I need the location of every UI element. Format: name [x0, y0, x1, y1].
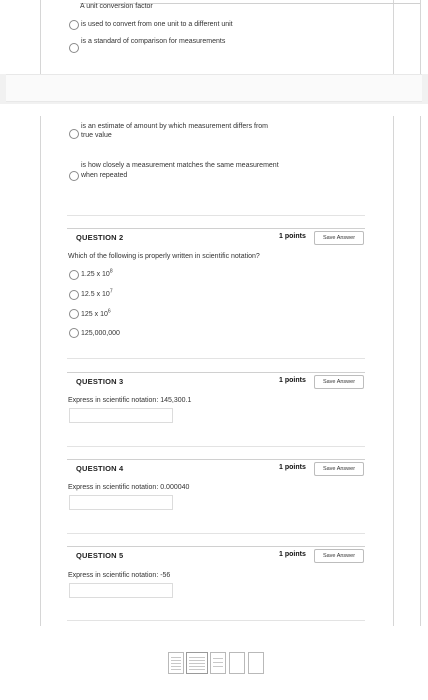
q5-question-text: Express in scientific notation: -56 — [68, 572, 171, 579]
q4-bottom-divider — [67, 533, 365, 534]
q5-points: 1 points — [279, 551, 306, 558]
card-border-right-outer — [420, 0, 421, 74]
q2-radio-2[interactable] — [69, 309, 79, 319]
q1-radio-2[interactable] — [69, 43, 79, 53]
page-thumbnail-5[interactable] — [248, 652, 264, 674]
q4-title: QUESTION 4 — [76, 464, 124, 473]
q2-option-3: 125,000,000 — [81, 330, 120, 337]
card-border-right — [393, 0, 394, 74]
q1-bottom-divider — [67, 215, 365, 216]
q2-option-2: 125 x $10^6$ — [81, 308, 111, 318]
q4-question-text: Express in scientific notation: 0.000040 — [68, 484, 190, 491]
gap-band — [6, 74, 422, 102]
q3-question-text: Express in scientific notation: 145,300.1 — [68, 397, 192, 404]
q4-points: 1 points — [279, 464, 306, 471]
q2-option-1: 12.5 x $10^7$ — [81, 288, 113, 298]
q1-option-label-0: A unit conversion factor — [80, 3, 153, 10]
q3-save-answer-button[interactable]: Save Answer — [314, 375, 364, 389]
q1-option-label-2: is a standard of comparison for measurements — [81, 38, 226, 45]
q2-radio-0[interactable] — [69, 270, 79, 280]
q1-option-label-4b: when repeated — [81, 172, 128, 179]
q5-title: QUESTION 5 — [76, 551, 124, 560]
q2-bottom-divider — [67, 358, 365, 359]
card2-border-right-outer — [420, 116, 421, 626]
card2-border-right — [393, 116, 394, 626]
q1-radio-1[interactable] — [69, 20, 79, 30]
q2-question-text: Which of the following is properly written in scientific notation? — [68, 253, 260, 260]
q5-answer-input[interactable] — [69, 583, 173, 598]
card2-border-left — [40, 116, 41, 626]
q1-option-label-1: is used to convert from one unit to a different unit — [81, 21, 233, 28]
q2-save-answer-button[interactable]: Save Answer — [314, 231, 364, 245]
page-thumbnail-4[interactable] — [229, 652, 245, 674]
q2-radio-3[interactable] — [69, 328, 79, 338]
q5-save-answer-button[interactable]: Save Answer — [314, 549, 364, 563]
q1-option-label-3b: true value — [81, 132, 112, 139]
page-thumbnail-2[interactable] — [186, 652, 208, 674]
q1-option-label-3a: is an estimate of amount by which measurement differs from — [81, 123, 269, 130]
q4-save-answer-button[interactable]: Save Answer — [314, 462, 364, 476]
q3-points: 1 points — [279, 377, 306, 384]
card-border-left — [40, 0, 41, 74]
q3-bottom-divider — [67, 446, 365, 447]
q1-option-label-4a: is how closely a measurement matches the same measurement — [81, 162, 279, 169]
q1-radio-4[interactable] — [69, 171, 79, 181]
q1-radio-3[interactable] — [69, 129, 79, 139]
q4-answer-input[interactable] — [69, 495, 173, 510]
page-thumbnail-3[interactable] — [210, 652, 226, 674]
q5-bottom-divider — [67, 620, 365, 621]
q3-answer-input[interactable] — [69, 408, 173, 423]
q2-points: 1 points — [279, 233, 306, 240]
q2-radio-1[interactable] — [69, 290, 79, 300]
q3-title: QUESTION 3 — [76, 377, 124, 386]
page-thumbnail-1[interactable] — [168, 652, 184, 674]
q2-option-0: 1.25 x $10^8$ — [81, 268, 113, 278]
q2-title: QUESTION 2 — [76, 233, 124, 242]
